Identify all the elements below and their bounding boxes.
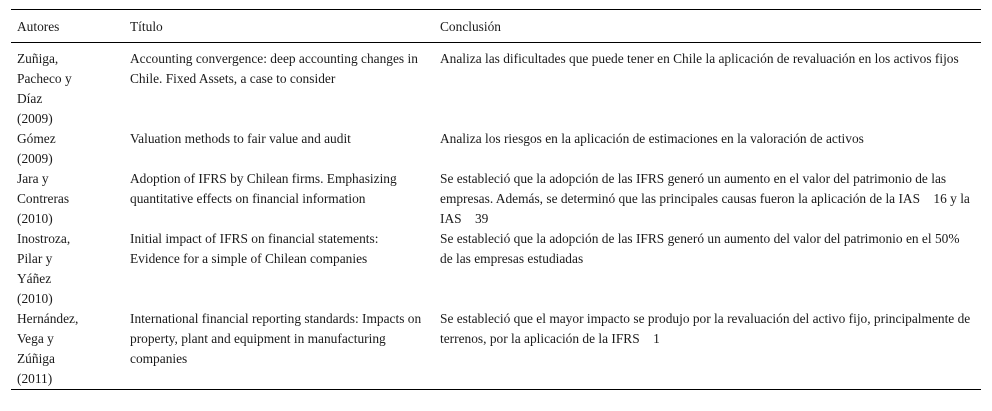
literature-table <box>11 9 981 390</box>
table-header <box>11 10 981 43</box>
header-conclusion: Conclusión <box>440 19 502 34</box>
author-year: (2011) <box>17 371 53 386</box>
table-row <box>11 129 981 169</box>
authors-cell <box>11 43 124 130</box>
title-cell: International financial reporting standards: Impacts on property, plant and equipment in manufacturing companies <box>130 311 422 366</box>
author-line: Zuñiga, <box>17 51 59 66</box>
table-body <box>11 43 981 390</box>
author-year: (2010) <box>17 211 53 226</box>
table-row <box>11 43 981 130</box>
author-year: (2009) <box>17 151 53 166</box>
author-line: Díaz <box>17 91 43 106</box>
author-line: Contreras <box>17 191 70 206</box>
author-line: Vega y <box>17 331 54 346</box>
title-cell: Accounting convergence: deep accounting changes in Chile. Fixed Assets, a case to consider <box>130 51 418 86</box>
title-cell: Valuation methods to fair value and audit <box>130 131 351 146</box>
conclusion-cell: Se estableció que la adopción de las IFRS generó un aumento del valor del patrimonio en el 50% de las empresas estudiadas <box>440 231 960 266</box>
authors-cell <box>11 129 124 169</box>
table-row <box>11 169 981 229</box>
author-year: (2009) <box>17 111 53 126</box>
literature-table-container <box>11 9 981 390</box>
author-line: Zúñiga <box>17 351 55 366</box>
author-line: Inostroza, <box>17 231 71 246</box>
author-line: Gómez <box>17 131 56 146</box>
conclusion-cell: Se estableció que el mayor impacto se produjo por la revaluación del activo fijo, principalmente de terrenos, por la aplicación de la IFRS 1 <box>440 311 971 346</box>
table-row <box>11 309 981 390</box>
header-authors: Autores <box>17 19 60 34</box>
conclusion-cell: Analiza los riesgos en la aplicación de estimaciones en la valoración de activos <box>440 131 864 146</box>
author-line: Pacheco y <box>17 71 72 86</box>
author-line: Yáñez <box>17 271 52 286</box>
title-cell: Initial impact of IFRS on financial statements: Evidence for a simple of Chilean companies <box>130 231 379 266</box>
conclusion-cell: Se estableció que la adopción de las IFRS generó un aumento en el valor del patrimonio de las empresas. Además, se determinó que las principales causas fueron la aplicación de la IAS 16 y la IAS 39 <box>440 171 970 226</box>
author-line: Jara y <box>17 171 49 186</box>
authors-cell <box>11 309 124 390</box>
header-title: Título <box>130 19 163 34</box>
author-year: (2010) <box>17 291 53 306</box>
authors-cell <box>11 229 124 309</box>
table-row <box>11 229 981 309</box>
header-row <box>11 10 981 43</box>
authors-cell <box>11 169 124 229</box>
conclusion-cell: Analiza las dificultades que puede tener en Chile la aplicación de revaluación en los activos fijos <box>440 51 959 66</box>
author-line: Pilar y <box>17 251 53 266</box>
title-cell: Adoption of IFRS by Chilean firms. Emphasizing quantitative effects on financial information <box>130 171 397 206</box>
author-line: Hernández, <box>17 311 79 326</box>
